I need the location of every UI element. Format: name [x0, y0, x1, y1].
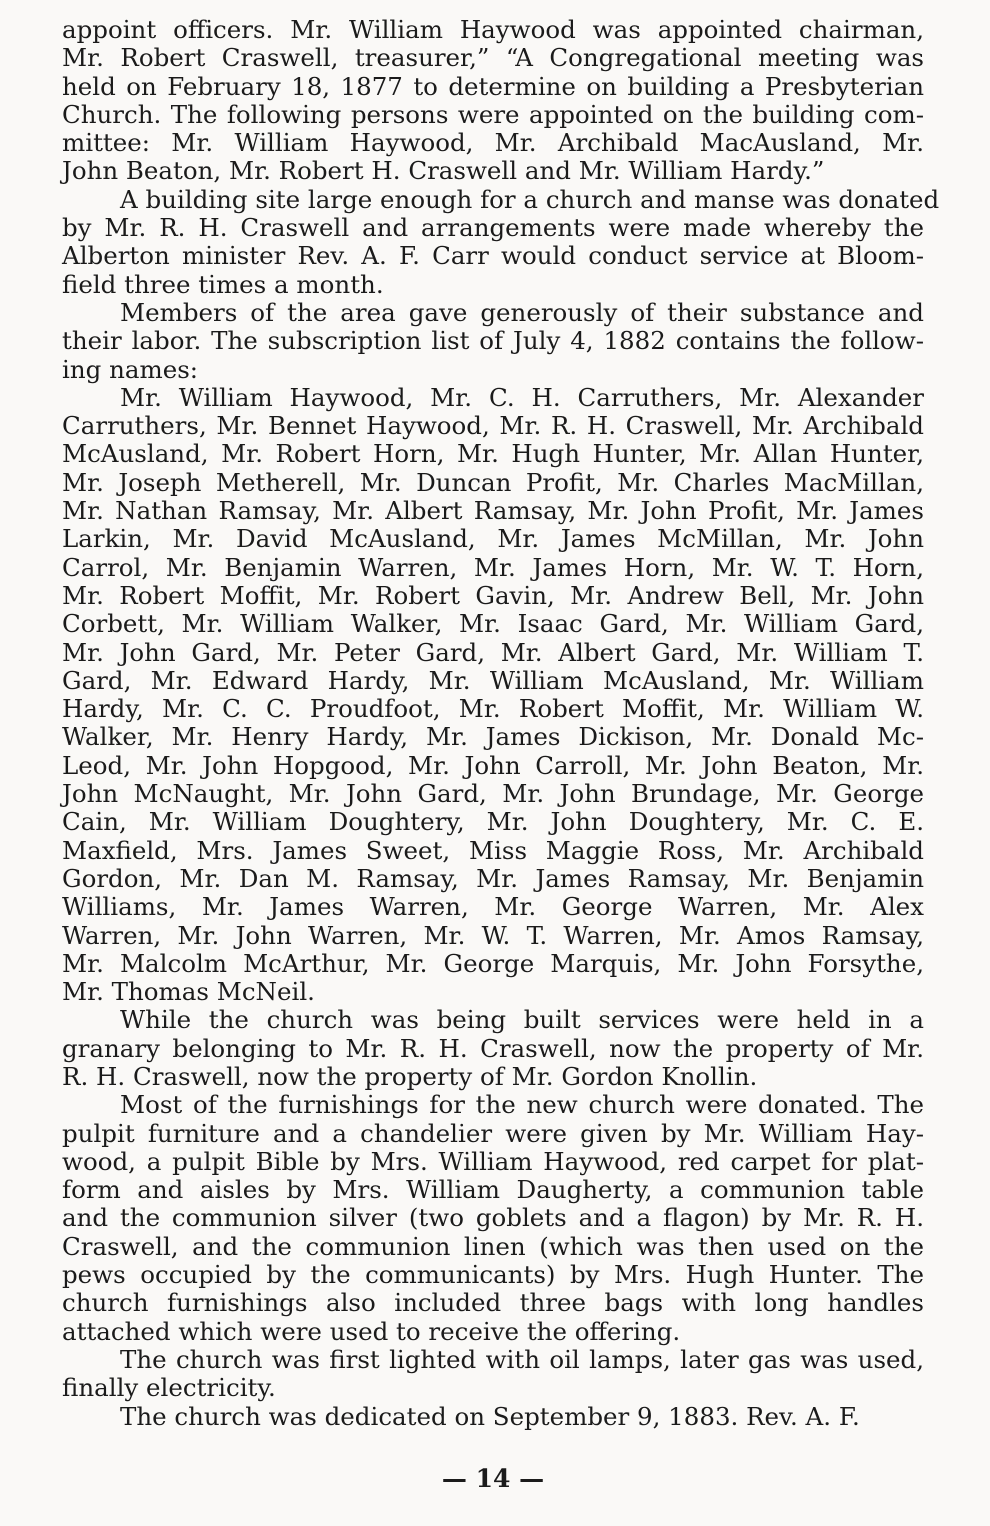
text-line: granary belonging to Mr. R. H. Craswell, now the property of Mr.	[62, 1033, 924, 1063]
paragraph	[62, 16, 924, 186]
text-line: The church was first lighted with oil lamps, later gas was used,	[120, 1344, 924, 1374]
paragraph	[62, 1346, 924, 1403]
paragraph	[62, 1403, 924, 1431]
text-line: Maxfield, Mrs. James Sweet, Miss Maggie Ross, Mr. Archibald	[62, 835, 924, 865]
text-line: Walker, Mr. Henry Hardy, Mr. James Dickison, Mr. Donald Mc-	[62, 722, 924, 752]
text-line: Mr. Thomas McNeil.	[62, 977, 315, 1007]
text-line: Hardy, Mr. C. C. Proudfoot, Mr. Robert Moffit, Mr. William W.	[62, 694, 924, 724]
text-line: attached which were used to receive the offering.	[62, 1316, 681, 1346]
text-line: by Mr. R. H. Craswell and arrangements were made whereby the	[62, 213, 924, 243]
text-line: Leod, Mr. John Hopgood, Mr. John Carroll, Mr. John Beaton, Mr.	[62, 750, 924, 780]
text-line: church furnishings also included three bags with long handles	[62, 1288, 924, 1318]
text-line: Carrol, Mr. Benjamin Warren, Mr. James Horn, Mr. W. T. Horn,	[62, 552, 924, 582]
text-line: R. H. Craswell, now the property of Mr. Gordon Knollin.	[62, 1061, 758, 1091]
paragraph	[62, 1091, 924, 1346]
text-line: Warren, Mr. John Warren, Mr. W. T. Warren, Mr. Amos Ramsay,	[62, 920, 924, 950]
document-page	[62, 15, 940, 1516]
text-line: wood, a pulpit Bible by Mrs. William Haywood, red carpet for plat-	[62, 1146, 924, 1176]
body-text	[62, 15, 940, 1431]
text-line: Craswell, and the communion linen (which was then used on the	[62, 1231, 924, 1261]
text-line: Gordon, Mr. Dan M. Ramsay, Mr. James Ramsay, Mr. Benjamin	[62, 863, 924, 893]
text-line: their labor. The subscription list of July 4, 1882 contains the follow-	[62, 326, 924, 356]
text-line: Corbett, Mr. William Walker, Mr. Isaac Gard, Mr. William Gard,	[62, 609, 924, 639]
text-line: A building site large enough for a church and manse was donated	[120, 184, 940, 214]
text-line: Mr. Robert Craswell, treasurer,” “A Congregational meeting was	[62, 43, 924, 73]
text-line: While the church was being built services were held in a	[120, 1005, 924, 1035]
text-line: pulpit furniture and a chandelier were given by Mr. William Hay-	[62, 1118, 924, 1148]
paragraph	[62, 1006, 924, 1091]
page-number: — 14 —	[441, 1464, 545, 1493]
text-line: Mr. Joseph Metherell, Mr. Duncan Profit, Mr. Charles MacMillan,	[62, 467, 924, 497]
paragraph	[62, 299, 924, 384]
text-line: finally electricity.	[62, 1373, 276, 1403]
text-line: Larkin, Mr. David McAusland, Mr. James McMillan, Mr. John	[62, 524, 924, 554]
text-line: Carruthers, Mr. Bennet Haywood, Mr. R. H. Craswell, Mr. Archibald	[62, 411, 924, 441]
text-line: field three times a month.	[62, 269, 384, 299]
text-line: appoint officers. Mr. William Haywood was appointed chairman,	[62, 15, 924, 44]
text-line: form and aisles by Mrs. William Daugherty, a communion table	[62, 1175, 924, 1205]
text-line: Gard, Mr. Edward Hardy, Mr. William McAusland, Mr. William	[62, 665, 924, 695]
text-line: ing names:	[62, 354, 199, 384]
text-line: Mr. Robert Moffit, Mr. Robert Gavin, Mr. Andrew Bell, Mr. John	[62, 580, 924, 610]
text-line: Church. The following persons were appointed on the building com-	[62, 99, 924, 129]
text-line: Williams, Mr. James Warren, Mr. George Warren, Mr. Alex	[62, 892, 924, 922]
text-line: held on February 18, 1877 to determine on building a Presbyterian	[62, 71, 924, 101]
text-line: The church was dedicated on September 9, 1883. Rev. A. F.	[120, 1401, 860, 1431]
text-line: Mr. Malcolm McArthur, Mr. George Marquis, Mr. John Forsythe,	[62, 948, 924, 978]
text-line: Alberton minister Rev. A. F. Carr would conduct service at Bloom-	[62, 241, 924, 271]
text-line: Mr. Nathan Ramsay, Mr. Albert Ramsay, Mr. John Profit, Mr. James	[62, 496, 924, 526]
text-line: John Beaton, Mr. Robert H. Craswell and Mr. William Hardy.”	[62, 156, 825, 186]
text-line: Mr. William Haywood, Mr. C. H. Carruthers, Mr. Alexander	[120, 382, 924, 412]
text-line: Mr. John Gard, Mr. Peter Gard, Mr. Albert Gard, Mr. William T.	[62, 637, 924, 667]
text-line: Members of the area gave generously of their substance and	[120, 297, 924, 327]
paragraph	[62, 184, 940, 299]
text-line: John McNaught, Mr. John Gard, Mr. John Brundage, Mr. George	[62, 779, 924, 809]
text-line: mittee: Mr. William Haywood, Mr. Archibald MacAusland, Mr.	[62, 128, 924, 158]
paragraph	[62, 384, 924, 1007]
text-line: and the communion silver (two goblets and a flagon) by Mr. R. H.	[62, 1203, 924, 1233]
text-line: Cain, Mr. William Doughtery, Mr. John Doughtery, Mr. C. E.	[62, 807, 924, 837]
text-line: McAusland, Mr. Robert Horn, Mr. Hugh Hunter, Mr. Allan Hunter,	[62, 439, 924, 469]
text-line: Most of the furnishings for the new church were donated. The	[120, 1090, 924, 1120]
text-line: pews occupied by the communicants) by Mrs. Hugh Hunter. The	[62, 1260, 924, 1290]
